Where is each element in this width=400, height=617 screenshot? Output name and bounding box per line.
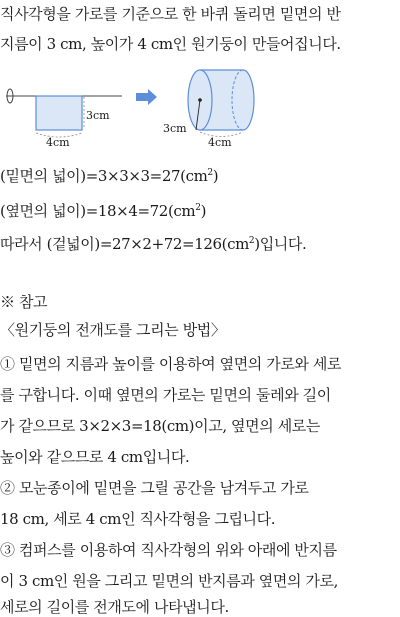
cylinder-radius-label: 3cm bbox=[163, 122, 187, 135]
note-line: ③ 컴퍼스를 이용하여 직사각형의 위와 아래에 반지름 bbox=[0, 541, 337, 559]
surface-area-line bbox=[0, 234, 306, 254]
surface-area-exp: 2 bbox=[248, 236, 255, 246]
base-area-exp: 2 bbox=[207, 168, 213, 178]
side-area-close: ) bbox=[200, 202, 207, 220]
surface-area-close: )입니다. bbox=[254, 235, 307, 253]
note-title: ※ 참고 bbox=[0, 293, 48, 311]
rect-width-label: 4cm bbox=[46, 136, 70, 149]
note-line: ① 밑면의 지름과 높이를 이용하여 옆면의 가로와 세로 bbox=[0, 355, 342, 373]
rectangle-shape bbox=[36, 96, 82, 130]
surface-area-text: 따라서 (겉넓이)=27×2+72=126(cm bbox=[0, 235, 249, 253]
intro-line-1: 직사각형을 가로를 기준으로 한 바퀴 돌리면 밑면의 반 bbox=[0, 5, 341, 23]
note-line: 높이와 같으므로 4 cm입니다. bbox=[0, 448, 190, 466]
base-area-line bbox=[0, 166, 218, 186]
side-area-exp: 2 bbox=[195, 203, 201, 213]
intro-line-2: 지름이 3 cm, 높이가 4 cm인 원기둥이 만들어집니다. bbox=[0, 35, 341, 53]
note-line: ② 모눈종이에 밑면을 그릴 공간을 남겨두고 가로 bbox=[0, 479, 309, 497]
note-subtitle: 〈원기둥의 전개도를 그리는 방법〉 bbox=[0, 321, 226, 339]
note-line: 이 3 cm인 원을 그리고 밑면의 반지름과 옆면의 가로, bbox=[0, 572, 338, 590]
rotation-figure bbox=[0, 62, 400, 154]
side-area-text: (옆면의 넓이)=18×4=72(cm bbox=[0, 202, 196, 220]
base-area-text: (밑면의 넓이)=3×3×3=27(cm bbox=[0, 167, 208, 185]
note-line: 를 구합니다. 이때 옆면의 가로는 밑면의 둘레와 길이 bbox=[0, 386, 331, 404]
note-line: 18 cm, 세로 4 cm인 직사각형을 그립니다. bbox=[0, 510, 276, 528]
note-line: 가 같으므로 3×2×3=18(cm)이고, 옆면의 세로는 bbox=[0, 417, 320, 435]
note-line: 세로의 길이를 전개도에 나타냅니다. bbox=[0, 598, 229, 616]
cylinder-height-label: 4cm bbox=[208, 136, 232, 149]
base-area-close: ) bbox=[212, 167, 219, 185]
side-area-line bbox=[0, 201, 206, 221]
transform-arrow-icon bbox=[136, 89, 157, 105]
rect-height-label: 3cm bbox=[86, 109, 110, 122]
